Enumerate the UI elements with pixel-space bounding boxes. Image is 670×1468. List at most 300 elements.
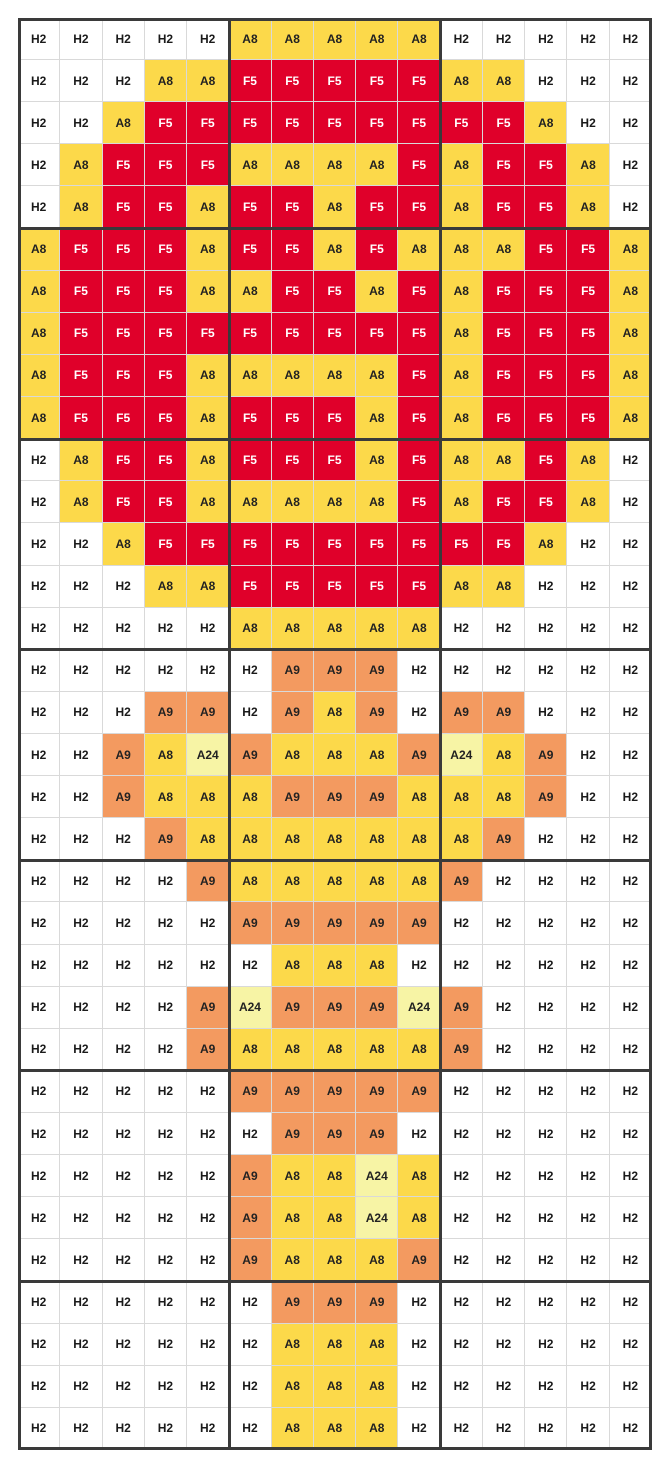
bead-cell[interactable]: H2 <box>103 1408 145 1450</box>
bead-cell[interactable]: H2 <box>483 1197 525 1239</box>
bead-cell[interactable]: H2 <box>60 102 102 144</box>
bead-cell[interactable]: H2 <box>60 60 102 102</box>
bead-cell[interactable]: F5 <box>272 60 314 102</box>
bead-cell[interactable]: A9 <box>272 1071 314 1113</box>
bead-cell[interactable]: H2 <box>567 902 609 944</box>
bead-cell[interactable]: A8 <box>229 860 271 902</box>
bead-cell[interactable]: H2 <box>567 1113 609 1155</box>
bead-cell[interactable]: A8 <box>229 355 271 397</box>
bead-cell[interactable]: A8 <box>398 1029 440 1071</box>
bead-cell[interactable]: F5 <box>398 439 440 481</box>
bead-cell[interactable]: F5 <box>441 102 483 144</box>
bead-cell[interactable]: H2 <box>60 1071 102 1113</box>
bead-cell[interactable]: A8 <box>356 945 398 987</box>
bead-cell[interactable]: H2 <box>229 1366 271 1408</box>
bead-cell[interactable]: H2 <box>525 1029 567 1071</box>
bead-cell[interactable]: A8 <box>187 818 229 860</box>
bead-cell[interactable]: A8 <box>356 144 398 186</box>
bead-cell[interactable]: F5 <box>483 523 525 565</box>
bead-cell[interactable]: A9 <box>187 987 229 1029</box>
bead-cell[interactable]: H2 <box>567 1408 609 1450</box>
bead-cell[interactable]: H2 <box>18 144 60 186</box>
bead-cell[interactable]: F5 <box>145 481 187 523</box>
bead-cell[interactable]: F5 <box>229 313 271 355</box>
bead-cell[interactable]: H2 <box>18 1282 60 1324</box>
bead-cell[interactable]: A8 <box>60 186 102 228</box>
bead-cell[interactable]: F5 <box>60 313 102 355</box>
bead-cell[interactable]: F5 <box>229 60 271 102</box>
bead-cell[interactable]: F5 <box>483 144 525 186</box>
bead-cell[interactable]: F5 <box>272 566 314 608</box>
bead-cell[interactable]: H2 <box>483 1408 525 1450</box>
bead-cell[interactable]: F5 <box>525 313 567 355</box>
bead-cell[interactable]: H2 <box>398 1113 440 1155</box>
bead-cell[interactable]: A8 <box>60 439 102 481</box>
bead-cell[interactable]: H2 <box>610 776 652 818</box>
bead-cell[interactable]: H2 <box>610 566 652 608</box>
bead-cell[interactable]: F5 <box>483 313 525 355</box>
bead-cell[interactable]: F5 <box>356 102 398 144</box>
bead-cell[interactable]: A9 <box>398 1071 440 1113</box>
bead-cell[interactable]: A8 <box>272 945 314 987</box>
bead-cell[interactable]: H2 <box>610 1366 652 1408</box>
bead-cell[interactable]: F5 <box>314 523 356 565</box>
bead-cell[interactable]: A9 <box>398 1239 440 1281</box>
bead-cell[interactable]: H2 <box>398 1408 440 1450</box>
bead-cell[interactable]: A8 <box>314 1197 356 1239</box>
bead-cell[interactable]: F5 <box>398 271 440 313</box>
bead-cell[interactable]: H2 <box>18 1029 60 1071</box>
bead-cell[interactable]: A8 <box>314 186 356 228</box>
bead-cell[interactable]: H2 <box>103 902 145 944</box>
bead-cell[interactable]: H2 <box>483 650 525 692</box>
bead-cell[interactable]: F5 <box>525 355 567 397</box>
bead-cell[interactable]: A8 <box>314 481 356 523</box>
bead-cell[interactable]: H2 <box>567 1239 609 1281</box>
bead-cell[interactable]: F5 <box>567 313 609 355</box>
bead-cell[interactable]: A9 <box>229 1155 271 1197</box>
bead-cell[interactable]: H2 <box>60 523 102 565</box>
bead-cell[interactable]: H2 <box>60 1408 102 1450</box>
bead-cell[interactable]: A24 <box>356 1197 398 1239</box>
bead-cell[interactable]: A8 <box>272 355 314 397</box>
bead-cell[interactable]: A8 <box>356 18 398 60</box>
bead-cell[interactable]: H2 <box>567 818 609 860</box>
bead-cell[interactable]: A8 <box>441 60 483 102</box>
bead-cell[interactable]: H2 <box>483 1366 525 1408</box>
bead-cell[interactable]: H2 <box>103 60 145 102</box>
bead-cell[interactable]: H2 <box>145 1324 187 1366</box>
bead-cell[interactable]: A9 <box>187 692 229 734</box>
bead-cell[interactable]: A8 <box>356 397 398 439</box>
bead-cell[interactable]: F5 <box>398 523 440 565</box>
bead-cell[interactable]: H2 <box>60 650 102 692</box>
bead-cell[interactable]: F5 <box>103 397 145 439</box>
bead-cell[interactable]: A8 <box>18 271 60 313</box>
bead-cell[interactable]: A24 <box>187 734 229 776</box>
bead-cell[interactable]: A9 <box>356 902 398 944</box>
bead-cell[interactable]: H2 <box>145 1239 187 1281</box>
bead-cell[interactable]: H2 <box>525 1282 567 1324</box>
bead-cell[interactable]: H2 <box>103 1155 145 1197</box>
bead-cell[interactable]: F5 <box>525 186 567 228</box>
bead-cell[interactable]: A8 <box>187 60 229 102</box>
bead-cell[interactable]: H2 <box>441 1113 483 1155</box>
bead-cell[interactable]: A8 <box>441 186 483 228</box>
bead-cell[interactable]: F5 <box>398 144 440 186</box>
bead-cell[interactable]: A8 <box>314 692 356 734</box>
bead-cell[interactable]: H2 <box>187 1324 229 1366</box>
bead-cell[interactable]: A8 <box>229 818 271 860</box>
bead-cell[interactable]: A8 <box>18 229 60 271</box>
bead-cell[interactable]: H2 <box>60 608 102 650</box>
bead-cell[interactable]: F5 <box>398 481 440 523</box>
bead-cell[interactable]: A9 <box>398 902 440 944</box>
bead-cell[interactable]: F5 <box>356 313 398 355</box>
bead-cell[interactable]: A8 <box>398 818 440 860</box>
bead-cell[interactable]: F5 <box>525 481 567 523</box>
bead-cell[interactable]: H2 <box>567 60 609 102</box>
bead-cell[interactable]: F5 <box>145 102 187 144</box>
bead-cell[interactable]: H2 <box>187 1071 229 1113</box>
bead-cell[interactable]: H2 <box>18 186 60 228</box>
bead-cell[interactable]: H2 <box>610 1029 652 1071</box>
bead-cell[interactable]: F5 <box>145 313 187 355</box>
bead-cell[interactable]: F5 <box>103 144 145 186</box>
bead-cell[interactable]: A8 <box>483 734 525 776</box>
bead-cell[interactable]: H2 <box>187 650 229 692</box>
bead-cell[interactable]: H2 <box>229 692 271 734</box>
bead-cell[interactable]: F5 <box>229 186 271 228</box>
bead-cell[interactable]: A9 <box>145 818 187 860</box>
bead-cell[interactable]: H2 <box>18 102 60 144</box>
bead-cell[interactable]: H2 <box>525 818 567 860</box>
bead-cell[interactable]: F5 <box>272 313 314 355</box>
bead-cell[interactable]: A8 <box>567 186 609 228</box>
bead-cell[interactable]: A9 <box>103 776 145 818</box>
bead-cell[interactable]: H2 <box>610 734 652 776</box>
bead-cell[interactable]: H2 <box>567 608 609 650</box>
bead-cell[interactable]: H2 <box>525 1408 567 1450</box>
bead-cell[interactable]: A8 <box>272 1239 314 1281</box>
bead-cell[interactable]: H2 <box>145 860 187 902</box>
bead-cell[interactable]: H2 <box>60 1366 102 1408</box>
bead-cell[interactable]: F5 <box>314 439 356 481</box>
bead-cell[interactable]: H2 <box>187 1282 229 1324</box>
bead-cell[interactable]: F5 <box>103 481 145 523</box>
bead-cell[interactable]: A9 <box>525 776 567 818</box>
bead-cell[interactable]: A8 <box>229 481 271 523</box>
bead-cell[interactable]: F5 <box>229 439 271 481</box>
bead-cell[interactable]: F5 <box>398 355 440 397</box>
bead-cell[interactable]: H2 <box>610 60 652 102</box>
bead-cell[interactable]: F5 <box>567 271 609 313</box>
bead-cell[interactable]: A8 <box>314 1239 356 1281</box>
bead-cell[interactable]: H2 <box>398 1366 440 1408</box>
bead-cell[interactable]: F5 <box>525 439 567 481</box>
bead-cell[interactable]: A9 <box>272 1113 314 1155</box>
bead-cell[interactable]: A8 <box>398 229 440 271</box>
bead-cell[interactable]: H2 <box>441 1197 483 1239</box>
bead-cell[interactable]: H2 <box>18 1071 60 1113</box>
bead-cell[interactable]: A9 <box>229 1071 271 1113</box>
bead-cell[interactable]: H2 <box>145 650 187 692</box>
bead-cell[interactable]: F5 <box>272 439 314 481</box>
bead-cell[interactable]: H2 <box>18 987 60 1029</box>
bead-cell[interactable]: A8 <box>567 439 609 481</box>
bead-cell[interactable]: A8 <box>314 229 356 271</box>
bead-cell[interactable]: A9 <box>525 734 567 776</box>
bead-cell[interactable]: A8 <box>103 102 145 144</box>
bead-cell[interactable]: H2 <box>398 692 440 734</box>
bead-cell[interactable]: H2 <box>60 692 102 734</box>
bead-cell[interactable]: F5 <box>398 566 440 608</box>
bead-cell[interactable]: A8 <box>314 1155 356 1197</box>
bead-cell[interactable]: F5 <box>272 523 314 565</box>
bead-cell[interactable]: A24 <box>229 987 271 1029</box>
bead-cell[interactable]: A8 <box>272 1029 314 1071</box>
bead-cell[interactable]: H2 <box>610 102 652 144</box>
bead-cell[interactable]: H2 <box>483 1155 525 1197</box>
bead-cell[interactable]: F5 <box>60 355 102 397</box>
bead-cell[interactable]: A8 <box>103 523 145 565</box>
bead-cell[interactable]: A8 <box>356 1239 398 1281</box>
bead-cell[interactable]: A8 <box>187 481 229 523</box>
bead-cell[interactable]: A8 <box>441 481 483 523</box>
bead-cell[interactable]: H2 <box>610 481 652 523</box>
bead-cell[interactable]: A9 <box>356 776 398 818</box>
bead-cell[interactable]: H2 <box>103 1071 145 1113</box>
bead-cell[interactable]: F5 <box>398 60 440 102</box>
bead-cell[interactable]: A9 <box>229 1197 271 1239</box>
bead-cell[interactable]: H2 <box>187 18 229 60</box>
bead-cell[interactable]: H2 <box>483 1113 525 1155</box>
bead-cell[interactable]: F5 <box>356 566 398 608</box>
bead-cell[interactable]: F5 <box>314 271 356 313</box>
bead-cell[interactable]: A8 <box>356 734 398 776</box>
bead-cell[interactable]: H2 <box>103 1239 145 1281</box>
bead-cell[interactable]: A8 <box>441 397 483 439</box>
bead-cell[interactable]: H2 <box>567 734 609 776</box>
bead-cell[interactable]: H2 <box>60 1239 102 1281</box>
bead-cell[interactable]: H2 <box>610 1282 652 1324</box>
bead-cell[interactable]: A8 <box>272 481 314 523</box>
bead-cell[interactable]: F5 <box>60 271 102 313</box>
bead-cell[interactable]: H2 <box>60 1324 102 1366</box>
bead-cell[interactable]: H2 <box>525 608 567 650</box>
bead-cell[interactable]: H2 <box>60 734 102 776</box>
bead-cell[interactable]: A24 <box>441 734 483 776</box>
bead-cell[interactable]: A8 <box>356 860 398 902</box>
bead-cell[interactable]: H2 <box>145 1071 187 1113</box>
bead-cell[interactable]: F5 <box>229 397 271 439</box>
bead-cell[interactable]: F5 <box>398 313 440 355</box>
bead-cell[interactable]: H2 <box>567 1324 609 1366</box>
bead-cell[interactable]: F5 <box>229 102 271 144</box>
bead-cell[interactable]: H2 <box>610 523 652 565</box>
bead-cell[interactable]: A9 <box>441 987 483 1029</box>
bead-cell[interactable]: A8 <box>314 860 356 902</box>
bead-cell[interactable]: H2 <box>525 987 567 1029</box>
bead-cell[interactable]: H2 <box>525 60 567 102</box>
bead-cell[interactable]: A8 <box>441 355 483 397</box>
bead-cell[interactable]: A8 <box>441 313 483 355</box>
bead-cell[interactable]: H2 <box>187 902 229 944</box>
bead-cell[interactable]: H2 <box>567 18 609 60</box>
bead-cell[interactable]: H2 <box>483 1029 525 1071</box>
bead-cell[interactable]: H2 <box>525 566 567 608</box>
bead-cell[interactable]: H2 <box>610 902 652 944</box>
bead-cell[interactable]: A9 <box>272 650 314 692</box>
bead-cell[interactable]: H2 <box>525 650 567 692</box>
bead-cell[interactable]: A8 <box>314 1029 356 1071</box>
bead-cell[interactable]: A8 <box>272 144 314 186</box>
bead-cell[interactable]: F5 <box>145 271 187 313</box>
bead-cell[interactable]: A9 <box>356 987 398 1029</box>
bead-cell[interactable]: A8 <box>356 608 398 650</box>
bead-cell[interactable]: A8 <box>229 1029 271 1071</box>
bead-cell[interactable]: H2 <box>229 945 271 987</box>
bead-cell[interactable]: F5 <box>525 271 567 313</box>
bead-cell[interactable]: F5 <box>398 186 440 228</box>
bead-cell[interactable]: H2 <box>145 1408 187 1450</box>
bead-cell[interactable]: H2 <box>60 1197 102 1239</box>
bead-cell[interactable]: A8 <box>441 144 483 186</box>
bead-cell[interactable]: F5 <box>187 523 229 565</box>
bead-cell[interactable]: F5 <box>103 355 145 397</box>
bead-cell[interactable]: A8 <box>145 566 187 608</box>
bead-cell[interactable]: A9 <box>103 734 145 776</box>
bead-cell[interactable]: A8 <box>314 818 356 860</box>
bead-cell[interactable]: F5 <box>229 523 271 565</box>
bead-cell[interactable]: H2 <box>187 608 229 650</box>
bead-cell[interactable]: A8 <box>441 776 483 818</box>
bead-cell[interactable]: H2 <box>610 1113 652 1155</box>
bead-cell[interactable]: F5 <box>187 144 229 186</box>
bead-cell[interactable]: H2 <box>525 1197 567 1239</box>
bead-cell[interactable]: H2 <box>18 608 60 650</box>
bead-cell[interactable]: A8 <box>525 102 567 144</box>
bead-cell[interactable]: H2 <box>103 18 145 60</box>
bead-cell[interactable]: H2 <box>567 776 609 818</box>
bead-cell[interactable]: H2 <box>610 987 652 1029</box>
bead-cell[interactable]: F5 <box>229 229 271 271</box>
bead-cell[interactable]: A9 <box>356 650 398 692</box>
bead-cell[interactable]: A8 <box>483 60 525 102</box>
bead-cell[interactable]: F5 <box>567 397 609 439</box>
bead-cell[interactable]: H2 <box>525 1239 567 1281</box>
bead-cell[interactable]: A8 <box>441 271 483 313</box>
bead-cell[interactable]: H2 <box>567 1366 609 1408</box>
bead-cell[interactable]: F5 <box>145 439 187 481</box>
bead-cell[interactable]: A9 <box>441 860 483 902</box>
bead-cell[interactable]: H2 <box>103 1113 145 1155</box>
bead-cell[interactable]: F5 <box>356 523 398 565</box>
bead-cell[interactable]: F5 <box>567 229 609 271</box>
bead-cell[interactable]: A9 <box>272 987 314 1029</box>
bead-cell[interactable]: A8 <box>18 313 60 355</box>
bead-cell[interactable]: H2 <box>567 566 609 608</box>
bead-cell[interactable]: F5 <box>145 229 187 271</box>
bead-cell[interactable]: A8 <box>398 1197 440 1239</box>
bead-cell[interactable]: H2 <box>187 1239 229 1281</box>
bead-cell[interactable]: F5 <box>483 481 525 523</box>
bead-cell[interactable]: H2 <box>525 945 567 987</box>
bead-cell[interactable]: A9 <box>272 776 314 818</box>
bead-cell[interactable]: H2 <box>18 566 60 608</box>
bead-cell[interactable]: F5 <box>103 439 145 481</box>
bead-cell[interactable]: F5 <box>483 271 525 313</box>
bead-cell[interactable]: A8 <box>314 18 356 60</box>
bead-cell[interactable]: A8 <box>272 18 314 60</box>
bead-cell[interactable]: H2 <box>103 608 145 650</box>
bead-cell[interactable]: H2 <box>145 18 187 60</box>
bead-cell[interactable]: H2 <box>610 439 652 481</box>
bead-cell[interactable]: A8 <box>483 566 525 608</box>
bead-cell[interactable]: H2 <box>525 18 567 60</box>
bead-cell[interactable]: A8 <box>60 144 102 186</box>
bead-cell[interactable]: H2 <box>610 1324 652 1366</box>
bead-cell[interactable]: H2 <box>610 1155 652 1197</box>
bead-cell[interactable]: A9 <box>314 776 356 818</box>
bead-cell[interactable]: H2 <box>103 692 145 734</box>
bead-cell[interactable]: A9 <box>229 734 271 776</box>
bead-cell[interactable]: H2 <box>60 902 102 944</box>
bead-cell[interactable]: H2 <box>187 1113 229 1155</box>
bead-cell[interactable]: H2 <box>610 860 652 902</box>
bead-cell[interactable]: A8 <box>610 397 652 439</box>
bead-cell[interactable]: A8 <box>356 1366 398 1408</box>
bead-cell[interactable]: F5 <box>483 186 525 228</box>
bead-cell[interactable]: H2 <box>441 1239 483 1281</box>
bead-cell[interactable]: A8 <box>356 355 398 397</box>
bead-cell[interactable]: F5 <box>398 102 440 144</box>
bead-cell[interactable]: F5 <box>356 60 398 102</box>
bead-cell[interactable]: H2 <box>103 1366 145 1408</box>
bead-cell[interactable]: F5 <box>314 102 356 144</box>
bead-cell[interactable]: F5 <box>60 229 102 271</box>
bead-cell[interactable]: H2 <box>103 945 145 987</box>
bead-cell[interactable]: H2 <box>18 902 60 944</box>
bead-cell[interactable]: F5 <box>187 313 229 355</box>
bead-cell[interactable]: A8 <box>525 523 567 565</box>
bead-cell[interactable]: F5 <box>145 144 187 186</box>
bead-cell[interactable]: H2 <box>483 18 525 60</box>
bead-cell[interactable]: A8 <box>441 818 483 860</box>
bead-cell[interactable]: A9 <box>187 1029 229 1071</box>
bead-cell[interactable]: A8 <box>356 481 398 523</box>
bead-cell[interactable]: H2 <box>18 60 60 102</box>
bead-cell[interactable]: H2 <box>145 1282 187 1324</box>
bead-cell[interactable]: H2 <box>483 945 525 987</box>
bead-cell[interactable]: F5 <box>272 229 314 271</box>
bead-cell[interactable]: A8 <box>483 439 525 481</box>
bead-cell[interactable]: H2 <box>610 1071 652 1113</box>
bead-cell[interactable]: A9 <box>314 1071 356 1113</box>
bead-cell[interactable]: F5 <box>356 229 398 271</box>
bead-cell[interactable]: H2 <box>229 650 271 692</box>
bead-cell[interactable]: A8 <box>145 60 187 102</box>
bead-cell[interactable]: H2 <box>483 902 525 944</box>
bead-cell[interactable]: H2 <box>567 1071 609 1113</box>
bead-cell[interactable]: H2 <box>145 1366 187 1408</box>
bead-cell[interactable]: H2 <box>525 1071 567 1113</box>
bead-cell[interactable]: H2 <box>145 1197 187 1239</box>
bead-cell[interactable]: H2 <box>103 1029 145 1071</box>
bead-cell[interactable]: H2 <box>229 1282 271 1324</box>
bead-cell[interactable]: H2 <box>610 1239 652 1281</box>
bead-cell[interactable]: A9 <box>441 1029 483 1071</box>
